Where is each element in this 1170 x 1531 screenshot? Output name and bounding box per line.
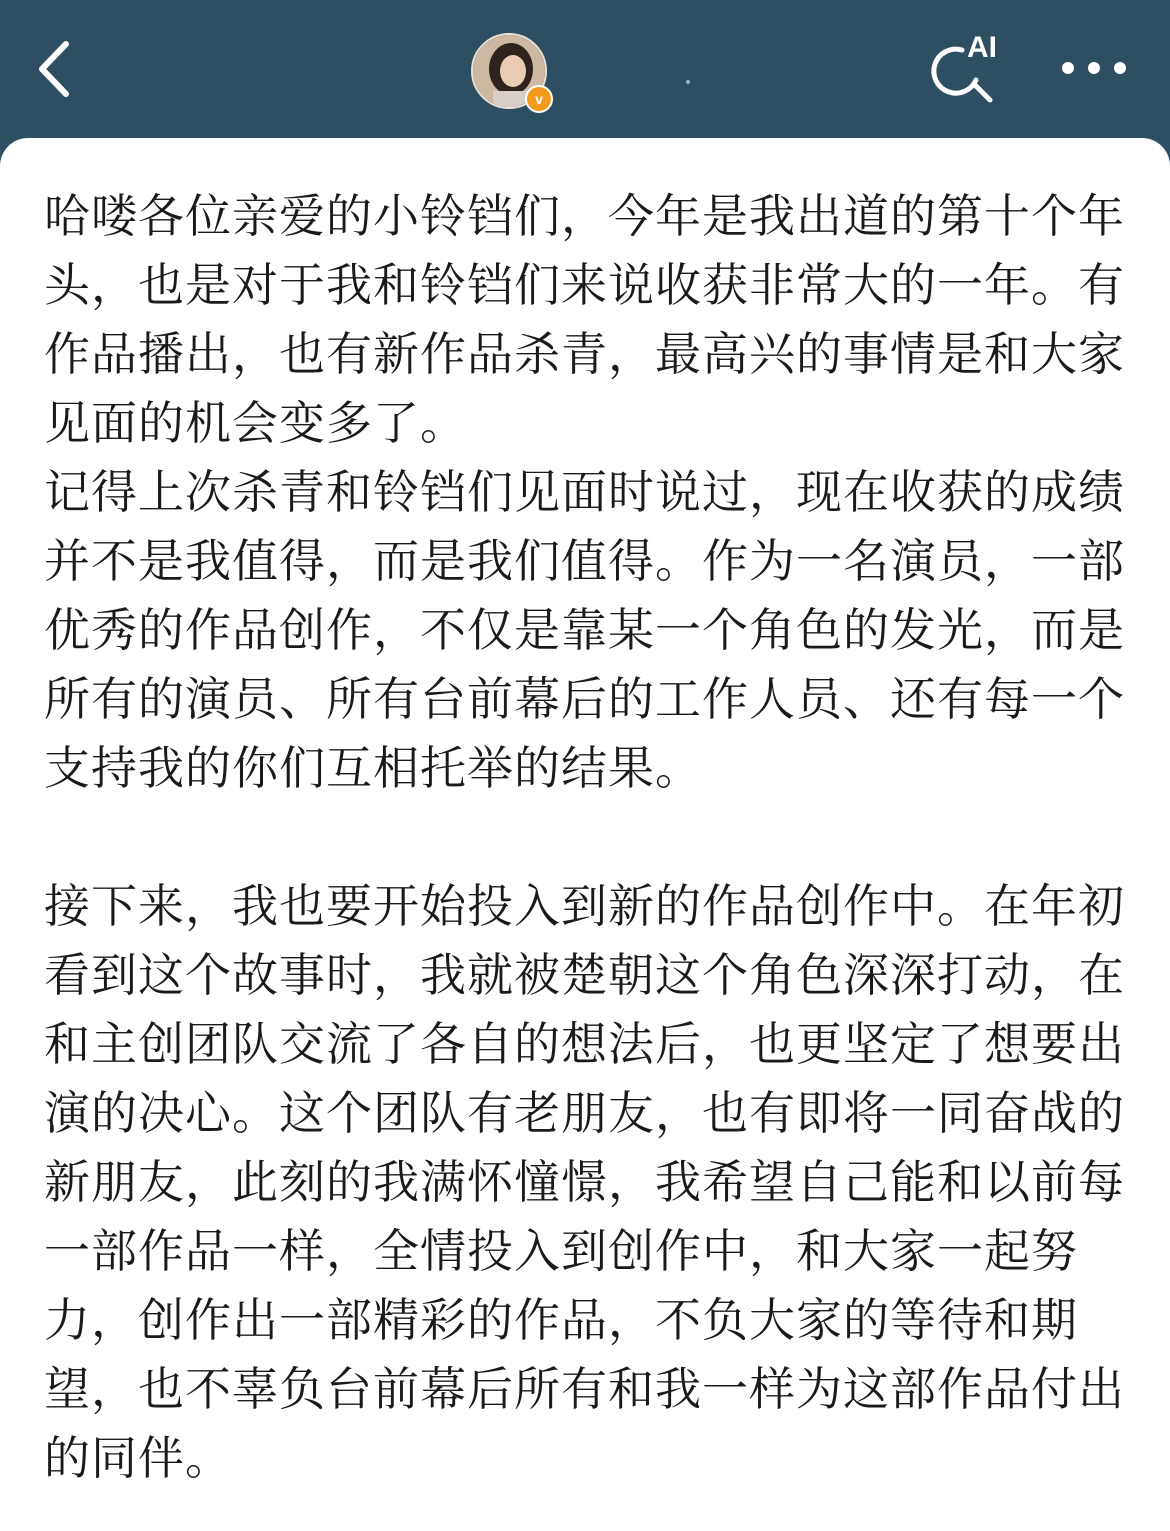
more-dots-icon bbox=[1054, 46, 1134, 90]
verified-badge: v bbox=[525, 85, 553, 113]
chevron-left-icon bbox=[28, 34, 88, 104]
post-paragraph-3: 接下来，我也要开始投入到新的作品创作中。在年初看到这个故事时，我就被楚朝这个角色深深打动，在和主创团队交流了各自的想法后，也更坚定了想要出演的决心。这个团队有老朋友，也有即将一同奋战的新朋友，此刻的我满怀憧憬，我希望自己能和以前每一部作品一样，全情投入到创作中，和大家一起努力，创作出一部精彩的作品，不负大家的等待和期望，也不辜负台前幕后所有和我一样为这部作品付出的同伴。 bbox=[44, 879, 1125, 1485]
ai-label: AI bbox=[967, 31, 997, 64]
paragraph-spacer bbox=[44, 803, 1134, 872]
more-options-button[interactable] bbox=[1054, 46, 1134, 90]
post-paragraph-1: 哈喽各位亲爱的小铃铛们，今年是我出道的第十个年头，也是对于我和铃铛们来说收获非常大的一年。有作品播出，也有新作品杀青，最高兴的事情是和大家见面的机会变多了。 bbox=[44, 189, 1125, 450]
top-nav-bar bbox=[0, 0, 1170, 150]
back-button[interactable] bbox=[28, 34, 88, 104]
user-avatar-button[interactable] bbox=[471, 33, 547, 109]
ai-search-button[interactable] bbox=[924, 31, 1004, 106]
username-blurred bbox=[562, 62, 702, 88]
post-body bbox=[44, 182, 1134, 1493]
post-paragraph-2: 记得上次杀青和铃铛们见面时说过，现在收获的成绩并不是我值得，而是我们值得。作为一名演员，一部优秀的作品创作，不仅是靠某一个角色的发光，而是所有的演员、所有台前幕后的工作人员、还有每一个支持我的你们互相托举的结果。 bbox=[44, 465, 1125, 795]
